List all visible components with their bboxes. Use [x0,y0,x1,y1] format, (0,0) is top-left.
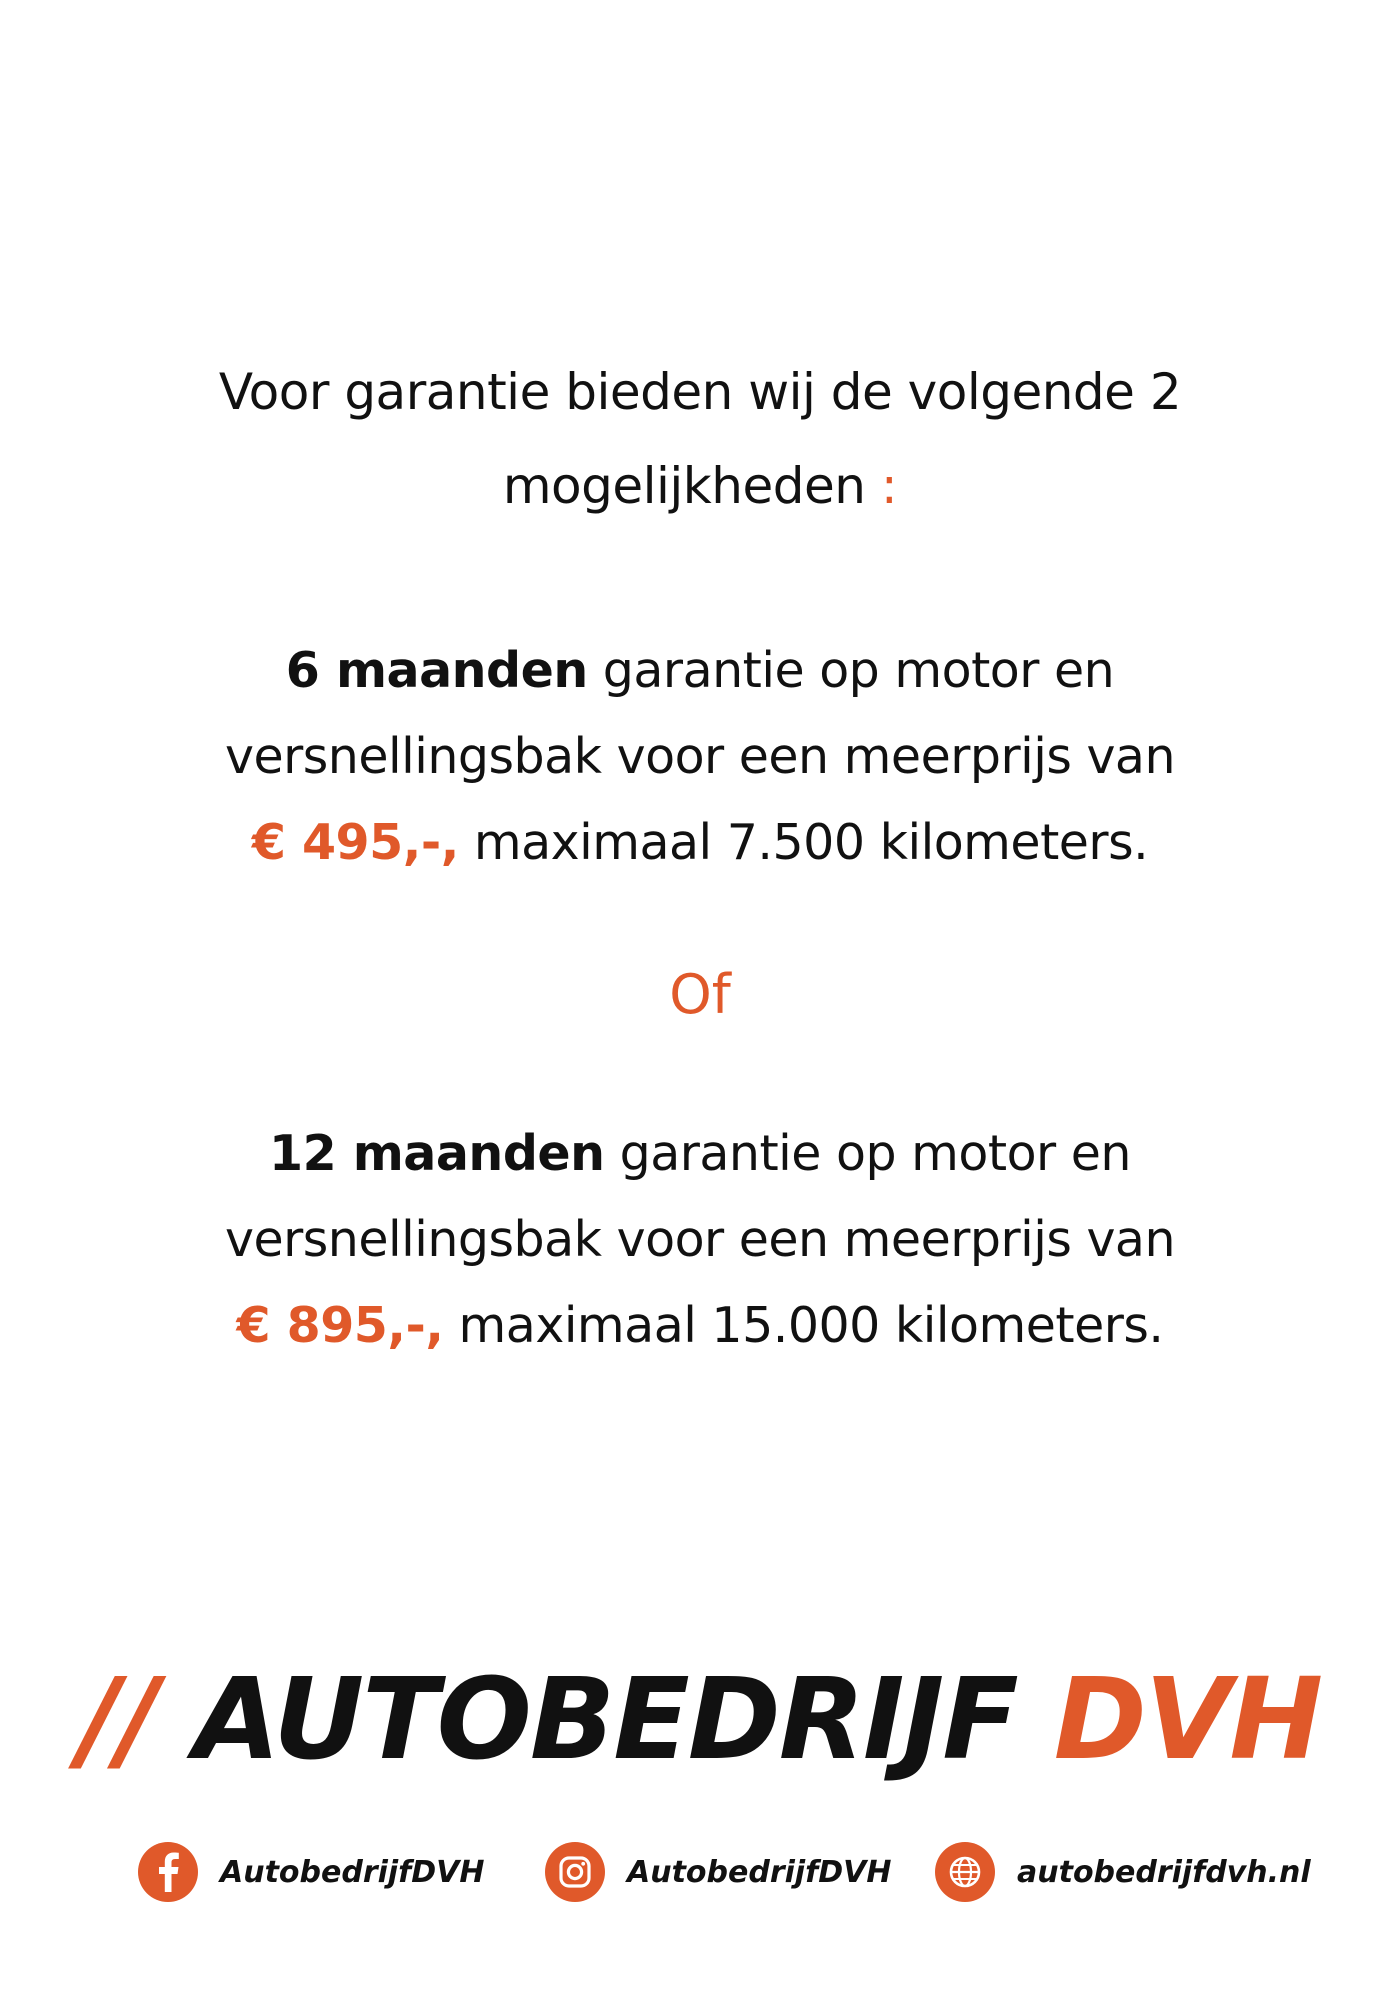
social-facebook[interactable] [138,1840,484,1904]
logo-suffix: DVH [1053,1655,1322,1785]
intro-line-2 [0,439,1400,533]
facebook-label: AutobedrijfDVH [220,1854,485,1890]
logo-name: AUTOBEDRIJF [193,1655,1017,1785]
website-label: autobedrijfdvh.nl [1017,1854,1311,1890]
option-limit: maximaal 7.500 kilometers. [458,814,1149,871]
globe-icon [935,1842,995,1902]
option-line-3 [0,1283,1400,1369]
option-duration: 6 maanden [285,642,588,699]
option-text-line-2: versnellingsbak voor een meerprijs van [224,1211,1176,1268]
intro-line-1: Voor garantie bieden wij de volgende 2 [218,363,1182,421]
option-line-1 [0,628,1400,714]
option-duration: 12 maanden [269,1125,605,1182]
facebook-icon [138,1842,198,1902]
intro-text [0,345,1400,533]
intro-colon: : [880,457,898,515]
option-limit: maximaal 15.000 kilometers. [443,1297,1164,1354]
instagram-icon [545,1842,605,1902]
option-text-line-2: versnellingsbak voor een meerprijs van [224,728,1176,785]
logo-slashes: // [78,1655,157,1785]
option-price: € 495,-, [251,814,459,871]
option-line-1 [0,1111,1400,1197]
option-price: € 895,-, [236,1297,444,1354]
social-instagram[interactable] [545,1840,891,1904]
options-separator: Of [669,963,731,1026]
option-text-line-1: garantie op motor en [604,1125,1131,1182]
option-text-line-1: garantie op motor en [587,642,1115,699]
warranty-option-12-months [0,1111,1400,1369]
option-line-3 [0,800,1400,886]
warranty-option-6-months [0,628,1400,886]
company-logo [0,1655,1400,1785]
instagram-label: AutobedrijfDVH [627,1854,892,1890]
social-website[interactable] [935,1840,1311,1904]
intro-line-2-text: mogelijkheden [502,457,866,515]
